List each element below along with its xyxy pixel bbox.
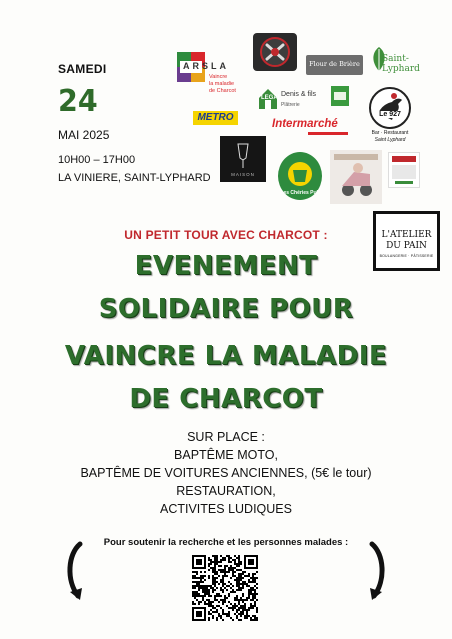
saint-lyphard-logo [368,45,423,75]
headline-line-4: DE CHARCOT [129,384,323,414]
headline-line-1: EVENEMENT [134,251,318,281]
on-site-section [0,428,452,518]
cheries-pub-name: Les Chéries Pub [280,190,320,196]
on-site-title: SUR PLACE : [187,430,265,444]
right-curved-arrow-icon [366,540,390,604]
atelier-line3: BOULANGERIE · PÂTISSERIE [379,254,434,258]
scooter-photo [330,150,382,204]
red-label-logo [388,152,420,188]
le927-name: Le 927 [375,111,405,118]
le927-line2: Saint Lyphard [374,137,406,143]
left-curved-arrow-icon [62,540,86,604]
atelier-line2: DU PAIN [386,241,427,251]
event-subtitle [0,226,452,244]
maison-name: MAISON [231,172,255,177]
on-site-item: BAPTÊME MOTO, [174,448,278,462]
horse-rider-icon [362,86,418,130]
on-site-item: BAPTÊME DE VOITURES ANCIENNES, (5€ le tour) [80,466,372,480]
maison-logo [220,136,266,182]
flour-briere-name: Flour de Brière [309,60,360,68]
garage-badge-logo [253,33,297,71]
donation-qr-code[interactable] [192,555,258,621]
scooter-icon [330,150,382,204]
arsla-logo [177,52,247,98]
legal-name: LEGAL [261,95,282,101]
cheries-pub-logo [275,150,325,204]
on-site-item: RESTAURATION, [176,484,276,498]
legal-line2: Plâtrerie [281,102,300,108]
on-site-item: ACTIVITES LUDIQUES [160,502,292,516]
le927-line1: Bar · Restaurant [371,130,409,136]
saint-lyphard-name: Saint-Lyphard [382,54,420,74]
arsla-tagline-1: Vaincre [209,74,228,80]
headline-line-3: VAINCRE LA MALADIE [64,341,388,371]
metro-name: METRO [197,112,234,123]
event-hours: 10H00 – 17H00 [58,154,136,166]
support-text: Pour soutenir la recherche et les personnes malades : [103,537,349,548]
le927-logo [362,86,418,148]
legal-platrerie-logo [257,86,327,114]
arsla-tagline-3: de Charcot [209,88,236,94]
atelier-line1: L'ATELIER [381,230,432,240]
wrench-icon [253,33,297,71]
event-subtitle-text: UN PETIT TOUR AVEC CHARCOT : [124,228,328,242]
intermarche-name: Intermarché [272,118,338,130]
legal-line1: Denis & fils [281,91,317,98]
event-month-year: MAI 2025 [58,128,110,142]
event-location: LA VINIERE, SAINT-LYPHARD [58,172,211,184]
headline-line-2: SOLIDAIRE POUR [98,294,354,324]
event-day-name: SAMEDI [58,62,107,76]
arsla-name: ARSLA [183,61,229,71]
green-square-logo [331,86,349,106]
flour-briere-logo [306,55,363,75]
intermarche-logo [272,118,350,136]
metro-logo [193,111,238,125]
arsla-tagline-2: la maladie [209,81,235,87]
event-day-number: 24 [58,84,98,119]
